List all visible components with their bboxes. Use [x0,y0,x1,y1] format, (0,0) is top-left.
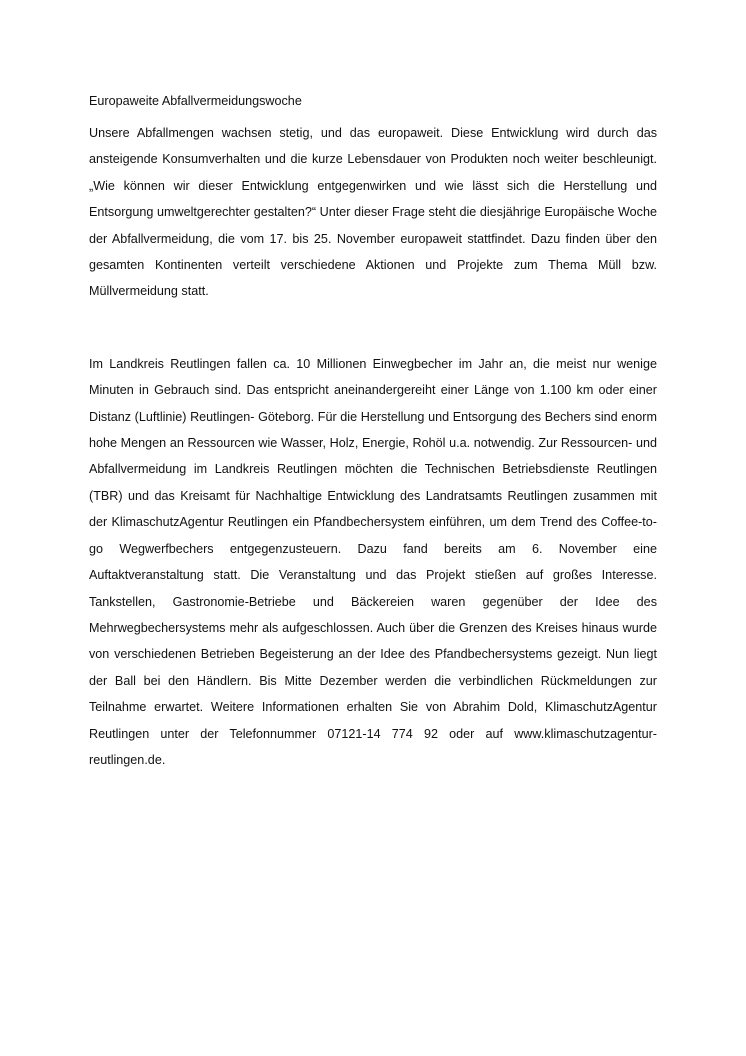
document-body [89,88,657,773]
paragraph-abfallvermeidungswoche: Unsere Abfallmengen wachsen stetig, und das europaweit. Diese Entwicklung wird durch das ansteigende Konsumverhalten und die kurze Lebensdauer von Produkten noch weiter beschleunigt. „Wie können wir dieser Entwicklung entgegenwirken und wie lässt sich die Herstellung und Entsorgung umweltgerechter gestalten?“ Unter dieser Frage steht die diesjährige Europäische Woche der Abfallvermeidung, die vom 17. bis 25. November europaweit stattfindet. Dazu finden über den gesamten Kontinenten verteilt verschiedene Aktionen und Projekte zum Thema Müll bzw. Müllvermeidung statt. [89,126,657,299]
paragraph-pfandbechersystem: Im Landkreis Reutlingen fallen ca. 10 Millionen Einwegbecher im Jahr an, die meist nur wenige Minuten in Gebrauch sind. Das entspricht aneinandergereiht einer Länge von 1.100 km oder einer Distanz (Luftlinie) Reutlingen- Göteborg. Für die Herstellung und Entsorgung des Bechers sind enorm hohe Mengen an Ressourcen wie Wasser, Holz, Energie, Rohöl u.a. notwendig. Zur Ressourcen- und Abfallvermeidung im Landkreis Reutlingen möchten die Technischen Betriebsdienste Reutlingen (TBR) und das Kreisamt für Nachhaltige Entwicklung des Landratsamts Reutlingen zusammen mit der KlimaschutzAgentur Reutlingen ein Pfandbechersystem einführen, um dem Trend des Coffee-to-go Wegwerfbechers entgegenzusteuern. Dazu fand bereits am 6. November eine Auftaktveranstaltung statt. Die Veranstaltung und das Projekt stießen auf großes Interesse. Tankstellen, Gastronomie-Betriebe und Bäckereien waren gegenüber der Idee des Mehrwegbechersystems mehr als aufgeschlossen. Auch über die Grenzen des Kreises hinaus wurde von verschiedenen Betrieben Begeisterung an der Idee des Pfandbechersystems gezeigt. Nun liegt der Ball bei den Händlern. Bis Mitte Dezember werden die verbindlichen Rückmeldungen zur Teilnahme erwartet. Weitere Informationen erhalten Sie von Abrahim Dold, KlimaschutzAgentur Reutlingen unter der Telefonnummer 07121-14 774 92 oder auf www.klimaschutzagentur-reutlingen.de. [89,356,657,767]
document-title: Europaweite Abfallvermeidungswoche [89,94,302,108]
